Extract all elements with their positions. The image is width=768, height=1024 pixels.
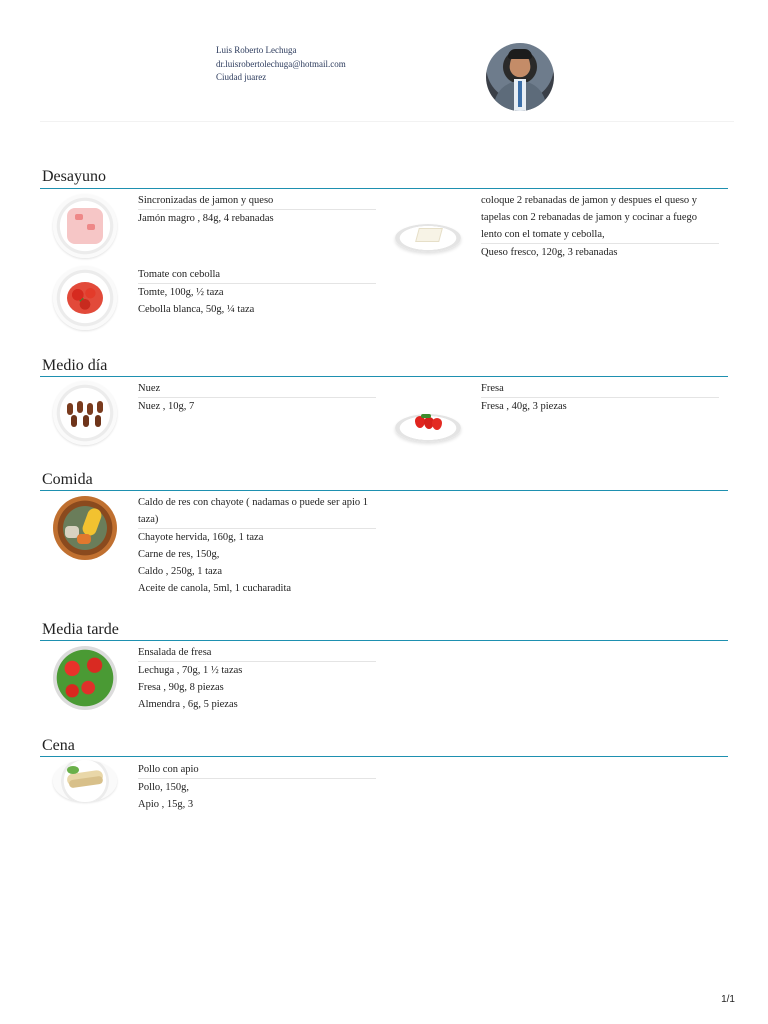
contact-info xyxy=(216,44,346,85)
section-title-medio-dia: Medio día xyxy=(42,357,108,374)
meal-title: Tomate con cebolla xyxy=(138,266,376,284)
ensalada-fresa-image xyxy=(53,646,117,710)
section-title-cena: Cena xyxy=(42,737,75,754)
meal-entry-queso xyxy=(481,192,719,261)
section-title-desayuno: Desayuno xyxy=(42,168,106,185)
ingredient-line: Almendra , 6g, 5 piezas xyxy=(138,699,238,710)
doctor-email: dr.luisrobertolechuga@hotmail.com xyxy=(216,58,346,69)
sincronizadas-image xyxy=(53,194,117,258)
meal-entry-fresa xyxy=(481,380,719,415)
meal-title: Pollo con apio xyxy=(138,761,376,779)
section-title-media-tarde: Media tarde xyxy=(42,621,119,638)
meal-entry-sincronizadas xyxy=(138,192,376,227)
section-divider xyxy=(40,188,728,189)
avatar xyxy=(486,43,554,111)
doctor-city: Ciudad juarez xyxy=(216,72,267,82)
meal-entry-tomate xyxy=(138,266,376,318)
section-divider xyxy=(40,756,728,757)
ingredient-line: Fresa , 90g, 8 piezas xyxy=(138,682,224,693)
section-divider xyxy=(40,640,728,641)
ingredient-line: Lechuga , 70g, 1 ½ tazas xyxy=(138,665,243,676)
avatar-hair xyxy=(508,49,532,59)
ingredient-line: Carne de res, 150g, xyxy=(138,549,220,560)
ingredient-line: Chayote hervida, 160g, 1 taza xyxy=(138,532,264,543)
ingredient-line: Apio , 15g, 3 xyxy=(138,799,194,810)
meal-title: coloque 2 rebanadas de jamon y despues el queso y tapelas con 2 rebanadas de jamon y cocinar a fuego lento con el tomate y cebolla, xyxy=(481,192,719,244)
ingredient-line: Cebolla blanca, 50g, ¼ taza xyxy=(138,304,255,315)
meal-entry-nuez xyxy=(138,380,376,415)
caldo-image xyxy=(53,496,117,560)
profile-header xyxy=(40,38,734,122)
pollo-apio-image xyxy=(53,760,117,802)
meal-entry-pollo xyxy=(138,761,376,813)
ingredient-line: Caldo , 250g, 1 taza xyxy=(138,566,222,577)
meal-entry-ensalada xyxy=(138,644,376,713)
ingredient-line: Jamón magro , 84g, 4 rebanadas xyxy=(138,213,274,224)
section-title-comida: Comida xyxy=(42,471,93,488)
ingredient-line: Tomte, 100g, ½ taza xyxy=(138,287,224,298)
doctor-name: Luis Roberto Lechuga xyxy=(216,45,297,55)
fresa-image xyxy=(395,414,461,442)
meal-title: Sincronizadas de jamon y queso xyxy=(138,192,376,210)
meal-title: Caldo de res con chayote ( nadamas o puede ser apio 1 taza) xyxy=(138,494,376,529)
ingredient-line: Aceite de canola, 5ml, 1 cucharadita xyxy=(138,583,292,594)
meal-title: Nuez xyxy=(138,380,376,398)
queso-image xyxy=(395,224,461,252)
section-divider xyxy=(40,376,728,377)
section-divider xyxy=(40,490,728,491)
ingredient-line: Nuez , 10g, 7 xyxy=(138,401,195,412)
ingredient-line: Pollo, 150g, xyxy=(138,782,190,793)
meal-entry-caldo xyxy=(138,494,376,597)
ingredient-line: Fresa , 40g, 3 piezas xyxy=(481,401,567,412)
ingredient-line: Queso fresco, 120g, 3 rebanadas xyxy=(481,247,618,258)
tomate-cebolla-image xyxy=(53,266,117,330)
avatar-tie xyxy=(518,81,522,107)
nuez-image xyxy=(53,381,117,445)
meal-title: Ensalada de fresa xyxy=(138,644,376,662)
meal-title: Fresa xyxy=(481,380,719,398)
page-number: 1/1 xyxy=(721,994,735,1005)
